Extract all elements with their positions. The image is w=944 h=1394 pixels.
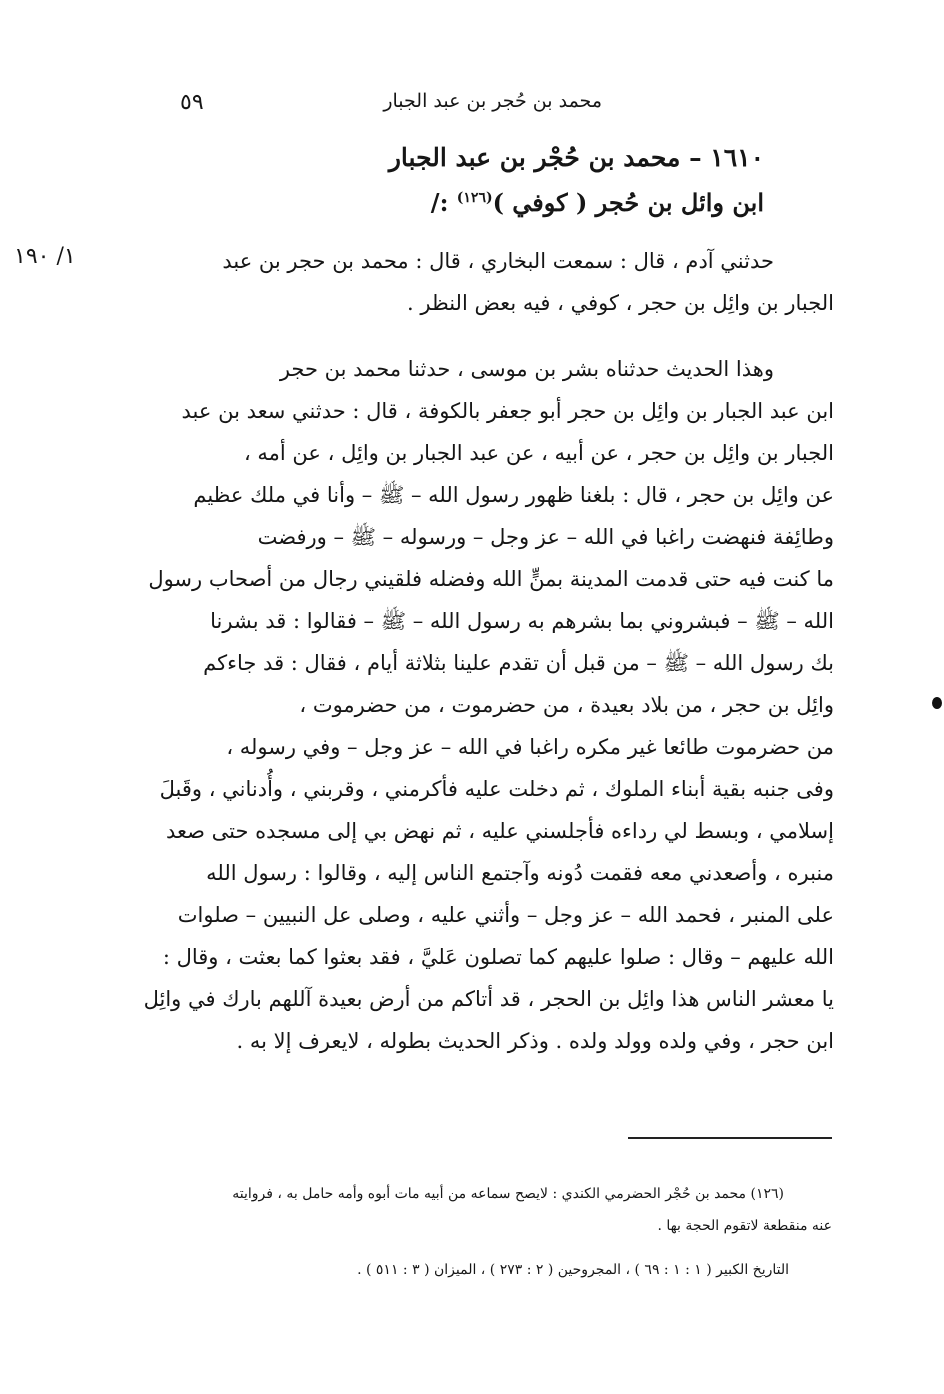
margin-reference: ١/ ١٩٠ bbox=[14, 244, 76, 269]
entry-heading bbox=[244, 138, 764, 223]
entry-heading-line-2 bbox=[244, 178, 764, 223]
paragraph-line: الجبار بن وائِل بن حجر ، كوفي ، فيه بعض النظر . bbox=[407, 291, 834, 315]
paragraph-line: حدثني آدم ، قال : سمعت البخاري ، قال : محمد بن حجر بن عبد bbox=[222, 249, 774, 273]
paragraph-line: من حضرموت طائعا غير مكره راغبا في الله – عز وجل – وفي رسوله ، bbox=[226, 735, 834, 759]
paragraph-line: ابن عبد الجبار بن وائِل بن حجر أبو جعفر بالكوفة ، قال : حدثني سعد بن عبد bbox=[181, 399, 834, 423]
page-number: ٥٩ bbox=[180, 90, 204, 115]
paragraph-line: ابن حجر ، وفي ولده وولد ولده . وذكر الحديث بطوله ، لايعرف إلا به . bbox=[236, 1029, 834, 1053]
source-references: التاريخ الكبير ( ١ : ١ : ٦٩ ) ، المجروحين ( ٢ : ٢٧٣ ) ، الميزان ( ٣ : ٥١١ ) . bbox=[357, 1262, 789, 1278]
entry-heading-mark: :/ bbox=[430, 188, 449, 217]
entry-heading-line-1: ١٦١٠ – محمد بن حُجْر بن عبد الجبار bbox=[388, 143, 764, 172]
paragraph-line: عن وائِل بن حجر ، قال : بلغنا ظهور رسول الله – ﷺ – وأنا في ملك عظيم bbox=[193, 483, 834, 507]
running-head bbox=[150, 90, 602, 122]
footnote-line: (١٢٦) محمد بن حُجْر الحضرمي الكندي : لايصح سماعه من أبيه مات أبوه وأمه حامل به ، فروايته bbox=[232, 1186, 784, 1202]
paragraph-line: وفى جنبه بقية أبناء الملوك ، ثم دخلت عليه فأكرمني ، وقربني ، وأُدناني ، وقَبلَ bbox=[159, 777, 834, 801]
entry-heading-name: ابن وائل بن حُجر ( كوفي ) bbox=[492, 188, 764, 217]
paragraph-line: وائِل بن حجر ، من بلاد بعيدة ، من حضرموت ، من حضرموت ، bbox=[299, 693, 834, 717]
paragraph-line: الله عليهم – وقال : صلوا عليهم كما تصلون عَليَّ ، فقد بعثوا كما بعثت ، وقال : bbox=[162, 945, 834, 969]
paragraph-line: وهذا الحديث حدثناه بشر بن موسى ، حدثنا محمد بن حجر bbox=[279, 357, 774, 381]
paragraph-line: وطائِفة فنهضت راغبا في الله – عز وجل – ورسوله – ﷺ – ورفضت bbox=[257, 525, 834, 549]
paragraph-line: منبره ، وأصعدني معه فقمت دُونه وآجتمع الناس إليه ، وقالوا : رسول الله bbox=[206, 861, 834, 885]
paragraph-line: الجبار بن وائِل بن حجر ، عن أبيه ، عن عبد الجبار بن وائِل ، عن أمه ، bbox=[243, 441, 834, 465]
scan-ink-mark bbox=[932, 697, 942, 709]
paragraph-line: يا معشر الناس هذا وائِل بن الحجر ، قد أتاكم من أرض بعيدة آللهم بارك في وائِل bbox=[143, 987, 834, 1011]
paragraph-line: الله – ﷺ – فبشروني بما بشرهم به رسول الله – ﷺ – فقالوا : قد بشرنا bbox=[210, 609, 834, 633]
paragraph-line: إسلامي ، وبسط لي رداءه فأجلسني عليه ، ثم نهض بي إلى مسجده حتى صعد bbox=[165, 819, 834, 843]
footnote-reference: (١٢٦) bbox=[456, 190, 493, 206]
running-title: محمد بن حُجر بن عبد الجبار bbox=[383, 90, 602, 112]
paragraph-1 bbox=[134, 240, 834, 324]
paragraph-line: على المنبر ، فحمد الله – عز وجل – وأثني عليه ، وصلى عل النبيين – صلوات bbox=[177, 903, 834, 927]
paragraph-2 bbox=[134, 348, 834, 1062]
paragraph-line: بك رسول الله – ﷺ – من قبل أن تقدم علينا بثلاثة أيام ، فقال : قد جاءكم bbox=[203, 651, 834, 675]
footnote-divider bbox=[628, 1137, 832, 1139]
footnote bbox=[132, 1178, 832, 1242]
footnote-line: عنه منقطعة لاتقوم الحجة بها . bbox=[657, 1218, 832, 1234]
paragraph-line: ما كنت فيه حتى قدمت المدينة بمنٍّ الله وفضله فلقيني رجال من أصحاب رسول bbox=[148, 567, 834, 591]
